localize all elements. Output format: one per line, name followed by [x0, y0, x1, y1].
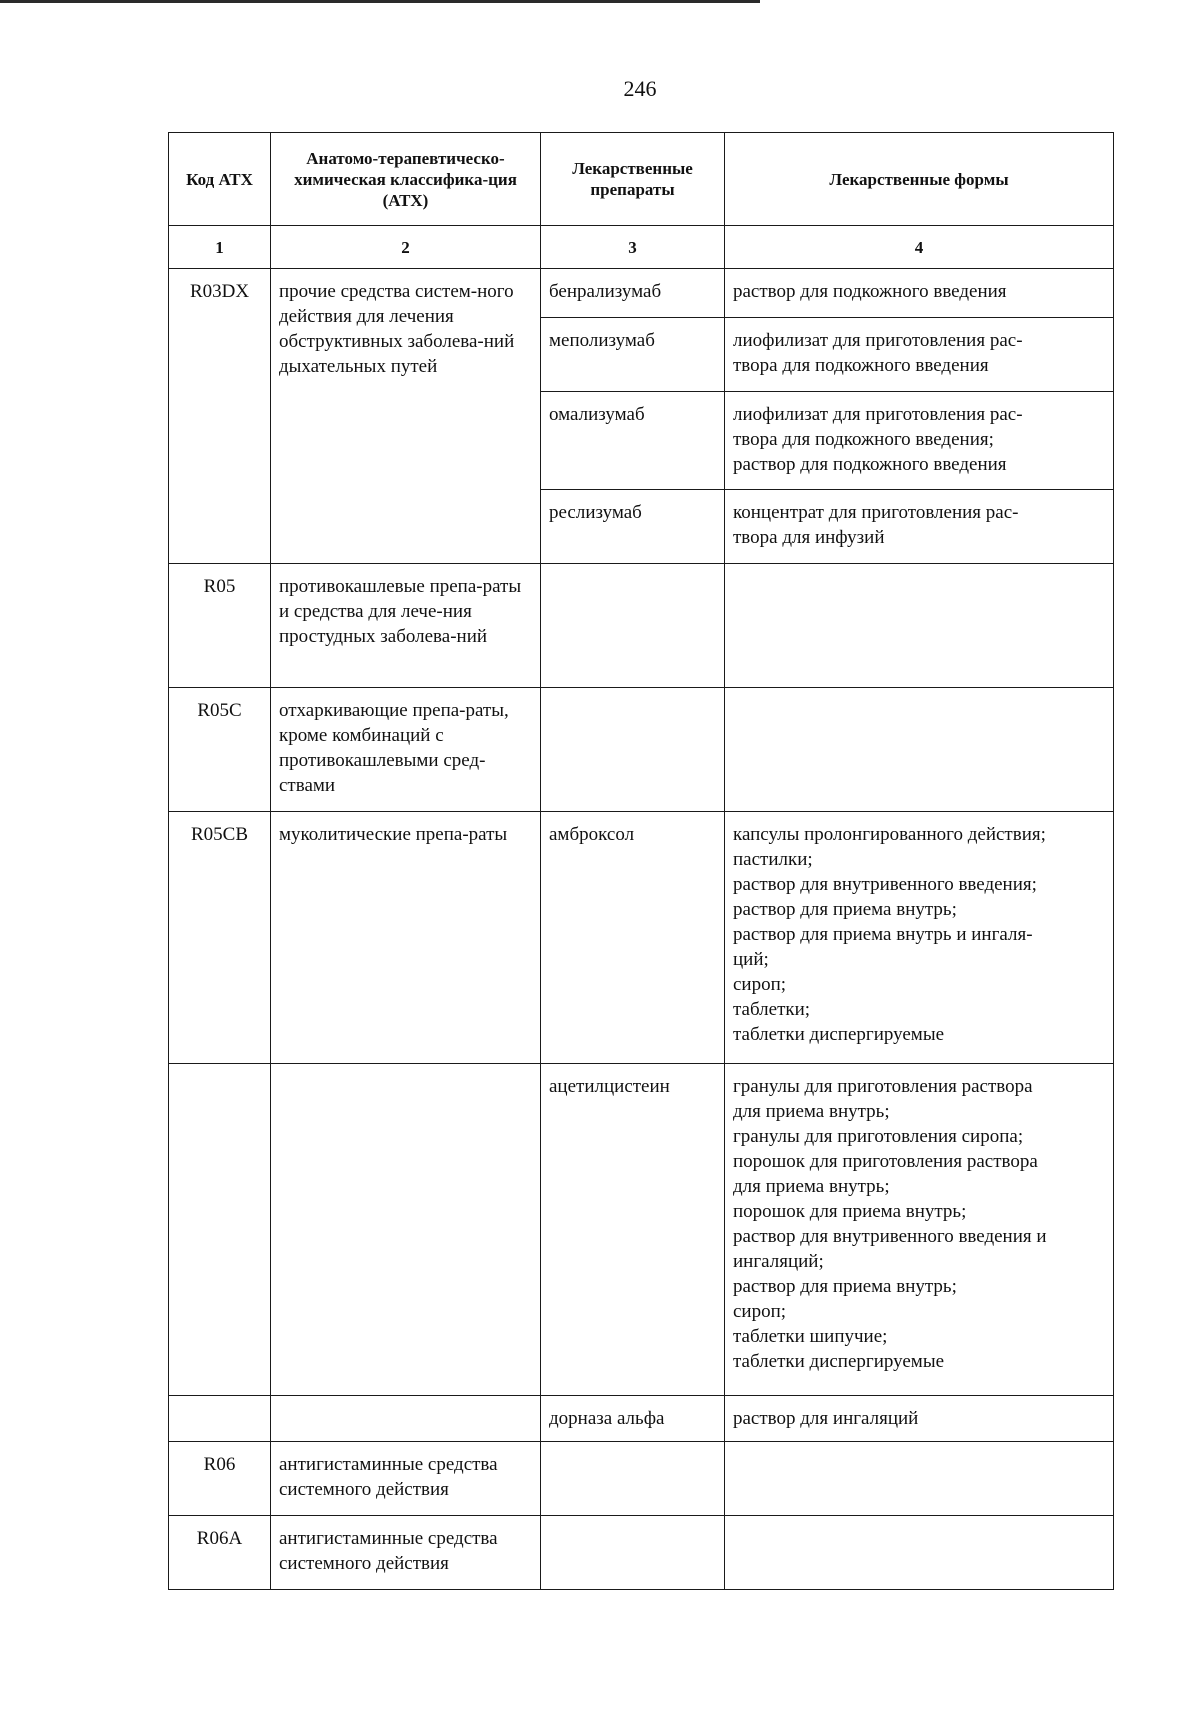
drug-name-cell: омализумаб	[541, 392, 725, 490]
dosage-forms-cell	[725, 1064, 1114, 1396]
dosage-form-line: ций;	[733, 949, 769, 970]
drug-name-cell: реслизумаб	[541, 490, 725, 564]
table-header-row	[169, 133, 1114, 226]
dosage-form-line: твора для инфузий	[733, 527, 885, 548]
atc-code-cell: R05CB	[169, 812, 271, 1064]
atc-code-cell: R03DX	[169, 269, 271, 564]
classification-cell: антигистаминные средства системного действия	[271, 1516, 541, 1590]
dosage-forms-cell	[725, 318, 1114, 392]
classification-cell: прочие средства систем-ного действия для лечения обструктивных заболева-ний дыхательных путей	[271, 269, 541, 564]
dosage-form-line: раствор для приема внутрь;	[733, 1276, 957, 1297]
classification-cell: противокашлевые препа-раты и средства для лече-ния простудных заболева-ний	[271, 564, 541, 688]
header-drugs: Лекарственные препараты	[541, 133, 725, 226]
column-number: 3	[541, 226, 725, 269]
dosage-form-line: твора для подкожного введения;	[733, 429, 994, 450]
dosage-form-line: сироп;	[733, 974, 787, 995]
dosage-form-line: ингаляций;	[733, 1251, 824, 1272]
empty-classification-cell	[271, 1396, 541, 1442]
dosage-forms-cell	[725, 812, 1114, 1064]
atc-code-cell: R05C	[169, 688, 271, 812]
classification-cell: муколитические препа-раты	[271, 812, 541, 1064]
table-row	[169, 1442, 1114, 1516]
table-row	[169, 269, 1114, 318]
empty-code-cell	[169, 1396, 271, 1442]
column-number-row	[169, 226, 1114, 269]
dosage-forms-cell	[725, 1396, 1114, 1442]
dosage-form-line: гранулы для приготовления раствора	[733, 1076, 1033, 1097]
column-number: 1	[169, 226, 271, 269]
atc-code-cell: R05	[169, 564, 271, 688]
dosage-form-line: таблетки диспергируемые	[733, 1024, 945, 1045]
drug-name-cell: меполизумаб	[541, 318, 725, 392]
empty-forms-cell	[725, 688, 1114, 812]
dosage-form-line: порошок для приема внутрь;	[733, 1201, 967, 1222]
dosage-form-line: таблетки диспергируемые	[733, 1351, 945, 1372]
empty-code-cell	[169, 1064, 271, 1396]
dosage-form-line: порошок для приготовления раствора	[733, 1151, 1038, 1172]
dosage-forms-cell	[725, 269, 1114, 318]
dosage-form-line: для приема внутрь;	[733, 1101, 890, 1122]
table-row	[169, 1396, 1114, 1442]
empty-forms-cell	[725, 564, 1114, 688]
atc-drug-table	[168, 132, 1114, 1590]
empty-drug-cell	[541, 1516, 725, 1590]
empty-drug-cell	[541, 688, 725, 812]
atc-code-cell: R06	[169, 1442, 271, 1516]
header-atc-code: Код АТХ	[169, 133, 271, 226]
classification-cell: антигистаминные средства системного действия	[271, 1442, 541, 1516]
dosage-form-line: капсулы пролонгированного действия;	[733, 824, 1046, 845]
drug-name-cell: дорназа альфа	[541, 1396, 725, 1442]
drug-name-cell: бенрализумаб	[541, 269, 725, 318]
header-classification: Анатомо-терапевтическо-химическая классифика-ция (АТХ)	[271, 133, 541, 226]
table-row	[169, 1516, 1114, 1590]
empty-drug-cell	[541, 1442, 725, 1516]
dosage-form-line: для приема внутрь;	[733, 1176, 890, 1197]
dosage-form-line: таблетки шипучие;	[733, 1326, 888, 1347]
dosage-form-line: раствор для внутривенного введения;	[733, 874, 1037, 895]
dosage-form-line: пастилки;	[733, 849, 813, 870]
table-row	[169, 812, 1114, 1064]
dosage-form-line: раствор для приема внутрь и ингаля-	[733, 924, 1033, 945]
page-number: 246	[623, 76, 657, 101]
atc-code-cell: R06A	[169, 1516, 271, 1590]
top-border-rule	[0, 0, 760, 3]
table-row	[169, 1064, 1114, 1396]
drug-name-cell: амброксол	[541, 812, 725, 1064]
dosage-forms-cell	[725, 490, 1114, 564]
header-dosage-forms: Лекарственные формы	[725, 133, 1114, 226]
empty-drug-cell	[541, 564, 725, 688]
column-number: 4	[725, 226, 1114, 269]
empty-forms-cell	[725, 1442, 1114, 1516]
column-number: 2	[271, 226, 541, 269]
dosage-form-line: раствор для внутривенного введения и	[733, 1226, 1047, 1247]
dosage-form-line: лиофилизат для приготовления рас-	[733, 330, 1023, 351]
dosage-form-line: таблетки;	[733, 999, 811, 1020]
classification-cell: отхаркивающие препа-раты, кроме комбинаций с противокашлевыми сред-ствами	[271, 688, 541, 812]
empty-forms-cell	[725, 1516, 1114, 1590]
drug-name-cell: ацетилцистеин	[541, 1064, 725, 1396]
dosage-form-line: раствор для ингаляций	[733, 1408, 919, 1429]
dosage-form-line: раствор для подкожного введения	[733, 281, 1007, 302]
table-row	[169, 688, 1114, 812]
dosage-form-line: лиофилизат для приготовления рас-	[733, 404, 1023, 425]
dosage-form-line: раствор для подкожного введения	[733, 454, 1007, 475]
dosage-form-line: сироп;	[733, 1301, 787, 1322]
table-row	[169, 564, 1114, 688]
dosage-form-line: раствор для приема внутрь;	[733, 899, 957, 920]
dosage-form-line: твора для подкожного введения	[733, 355, 989, 376]
dosage-form-line: концентрат для приготовления рас-	[733, 502, 1019, 523]
dosage-form-line: гранулы для приготовления сиропа;	[733, 1126, 1024, 1147]
empty-classification-cell	[271, 1064, 541, 1396]
dosage-forms-cell	[725, 392, 1114, 490]
